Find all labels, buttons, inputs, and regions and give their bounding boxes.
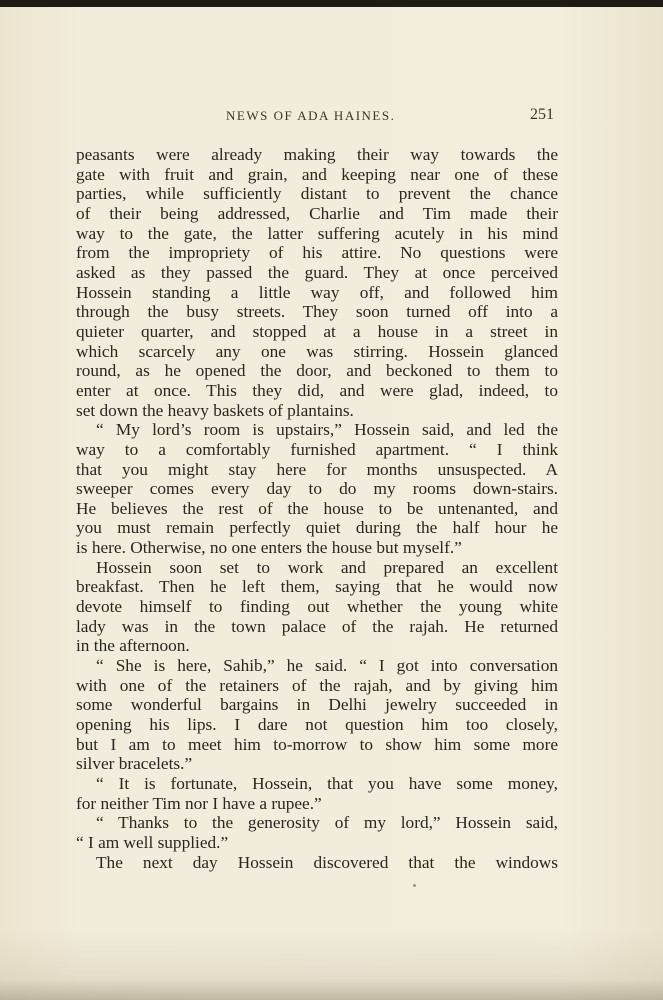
text-line: some wonderful bargains in Delhi jewelry succeeded in bbox=[76, 695, 558, 715]
text-line: breakfast. Then he left them, saying that he would now bbox=[76, 577, 558, 597]
text-line: with one of the retainers of the rajah, and by giving him bbox=[76, 675, 558, 695]
text-line: through the busy streets. They soon turned off into a bbox=[76, 302, 558, 322]
text-line: of their being addressed, Charlie and Tim made their bbox=[76, 203, 558, 223]
text-line: “ I am well supplied.” bbox=[76, 832, 229, 852]
text-line: silver bracelets.” bbox=[76, 754, 193, 774]
text-line: “ My lord’s room is upstairs,” Hossein said, and led the bbox=[96, 420, 558, 440]
text-line: set down the heavy baskets of plantains. bbox=[76, 400, 354, 420]
text-line: He believes the rest of the house to be untenanted, and bbox=[76, 498, 558, 518]
top-page-edge bbox=[0, 0, 663, 7]
text-line: parties, while sufficiently distant to prevent the chance bbox=[76, 184, 558, 204]
text-line: sweeper comes every day to do my rooms down-stairs. bbox=[76, 479, 558, 499]
text-line: lady was in the town palace of the rajah. He returned bbox=[76, 616, 558, 636]
text-line: is here. Otherwise, no one enters the house but myself.” bbox=[76, 538, 462, 558]
text-line: “ It is fortunate, Hossein, that you have some money, bbox=[96, 774, 558, 793]
text-line: but I am to meet him to-morrow to show him some more bbox=[76, 734, 558, 754]
text-line: way to a comfortably furnished apartment. “ I think bbox=[76, 439, 558, 459]
text-line: The next day Hossein discovered that the windows bbox=[96, 852, 558, 872]
text-line: Hossein soon set to work and prepared an excellent bbox=[96, 557, 558, 577]
text-line: enter at once. This they did, and were glad, indeed, to bbox=[76, 380, 558, 400]
text-line: from the impropriety of his attire. No questions were bbox=[76, 243, 558, 263]
text-line: that you might stay here for months unsuspected. A bbox=[76, 459, 558, 479]
text-line: which scarcely any one was stirring. Hossein glanced bbox=[76, 341, 558, 361]
text-line: opening his lips. I dare not question him too closely, bbox=[76, 715, 558, 735]
page-number: 251 bbox=[530, 106, 554, 123]
text-line: round, as he opened the door, and beckoned to them to bbox=[76, 361, 558, 381]
running-title: NEWS OF ADA HAINES. bbox=[226, 108, 396, 123]
text-line: Hossein standing a little way off, and followed him bbox=[76, 282, 558, 302]
bottom-shadow bbox=[0, 930, 663, 1000]
text-line: peasants were already making their way towards the bbox=[76, 145, 558, 164]
text-line: “ Thanks to the generosity of my lord,” Hossein said, bbox=[96, 813, 558, 833]
text-line: quieter quarter, and stopped at a house in a street in bbox=[76, 321, 558, 341]
text-line: you must remain perfectly quiet during the half hour he bbox=[76, 518, 558, 538]
text-line: way to the gate, the latter suffering acutely in his mind bbox=[76, 223, 558, 243]
body-text bbox=[76, 145, 558, 872]
text-line: gate with fruit and grain, and keeping near one of these bbox=[76, 164, 558, 184]
text-line: “ She is here, Sahib,” he said. “ I got into conversation bbox=[96, 656, 558, 676]
ink-speck bbox=[413, 884, 416, 887]
text-line: for neither Tim nor I have a rupee.” bbox=[76, 793, 322, 813]
text-line: asked as they passed the guard. They at once perceived bbox=[76, 262, 558, 282]
text-line: in the afternoon. bbox=[76, 636, 190, 656]
text-line: devote himself to finding out whether the young white bbox=[76, 597, 558, 617]
